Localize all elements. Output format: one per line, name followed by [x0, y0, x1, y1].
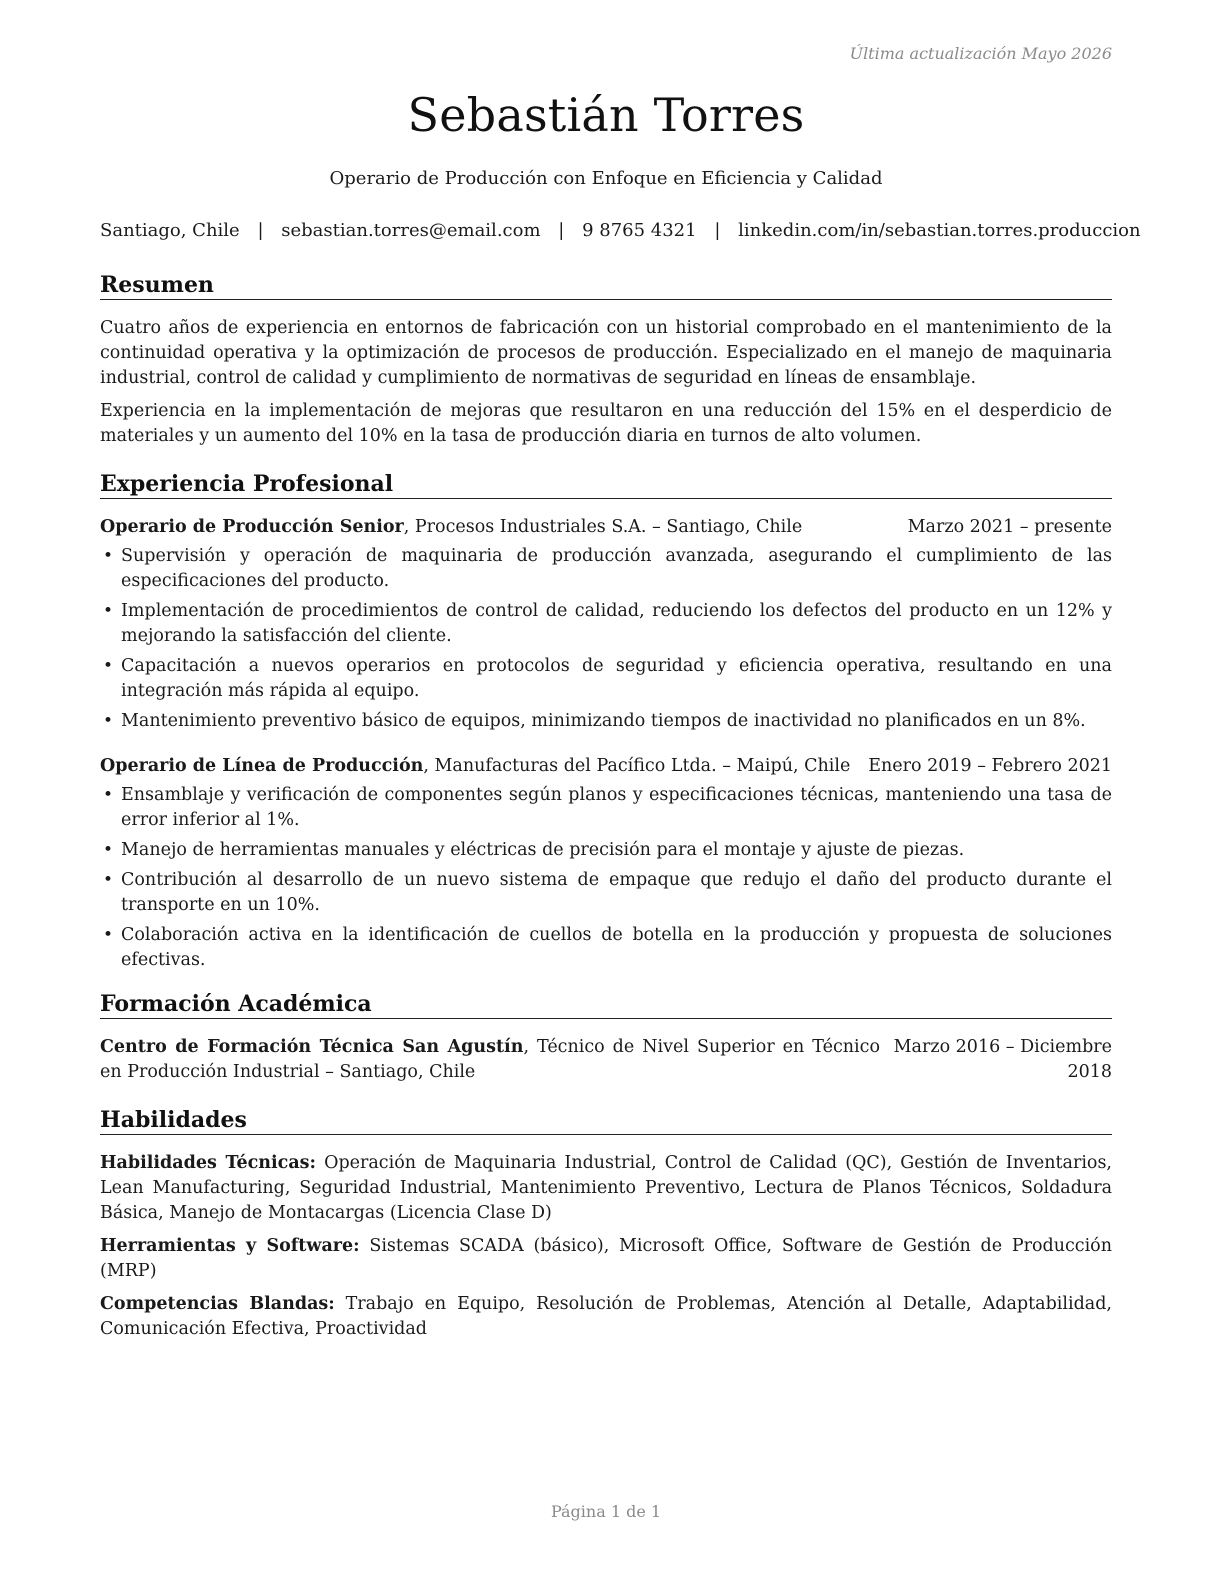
education-degree: , Técnico de Nivel Superior en Técnico en Producción Industrial – Santiago, Chile — [100, 1037, 880, 1082]
contact-phone: 9 8765 4321 — [582, 220, 697, 241]
candidate-name: Sebastián Torres — [407, 88, 805, 142]
job-bullets — [100, 783, 1112, 973]
skill-group-label: Habilidades Técnicas: — [100, 1153, 316, 1173]
skill-group — [100, 1151, 1112, 1226]
candidate-tagline: Operario de Producción con Enfoque en Eficiencia y Calidad — [329, 168, 883, 189]
education-details — [100, 1035, 880, 1085]
section-title-experience: Experiencia Profesional — [100, 471, 1112, 499]
last-updated: Última actualización Mayo 2026 — [849, 44, 1112, 63]
contact-linkedin[interactable]: linkedin.com/in/sebastian.torres.produccion — [738, 220, 1141, 241]
job-company: , Procesos Industriales S.A. – Santiago, Chile — [403, 517, 803, 537]
job-company: , Manufacturas del Pacífico Ltda. – Maipú, Chile — [423, 756, 851, 776]
job-bullets — [100, 544, 1112, 734]
summary-paragraph: Cuatro años de experiencia en entornos de fabricación con un historial comprobado en el mantenimiento de la continuidad operativa y la optimización de procesos de producción. Especializado en el manejo de maquinaria industrial, control de calidad y cumplimiento de normativas de seguridad en líneas de ensamblaje. — [100, 318, 1112, 388]
section-title-education: Formación Académica — [100, 991, 1112, 1019]
education-section — [100, 991, 1112, 1085]
skill-group-text: Trabajo en Equipo, Resolución de Problemas, Atención al Detalle, Adaptabilidad, Comunicación Efectiva, Proactividad — [100, 1294, 1112, 1339]
contact-separator: | — [558, 220, 565, 241]
job-bullet: • Colaboración activa en la identificación de cuellos de botella en la producción y propuesta de soluciones efectivas. — [100, 923, 1112, 973]
summary-paragraph: Experiencia en la implementación de mejoras que resultaron en una reducción del 15% en el desperdicio de materiales y un aumento del 10% en la tasa de producción diaria en turnos de alto volumen. — [100, 401, 1112, 446]
skill-group-text: Operación de Maquinaria Industrial, Control de Calidad (QC), Gestión de Inventarios, Lean Manufacturing, Seguridad Industrial, Mantenimiento Preventivo, Lectura de Planos Técnicos, Soldadura Básica, Manejo de Montacargas (Licencia Clase D) — [100, 1153, 1112, 1223]
contact-email[interactable]: sebastian.torres@email.com — [281, 220, 541, 241]
job-bullet: • Supervisión y operación de maquinaria de producción avanzada, asegurando el cumplimiento de las especificaciones del producto. — [100, 544, 1112, 594]
skill-group-label: Competencias Blandas: — [100, 1294, 335, 1314]
section-title-summary: Resumen — [100, 272, 1112, 300]
skill-group — [100, 1292, 1112, 1342]
job-header — [100, 515, 1112, 540]
contact-location: Santiago, Chile — [100, 220, 240, 241]
job-bullet: • Mantenimiento preventivo básico de equipos, minimizando tiempos de inactividad no planificados en un 8%. — [100, 709, 1112, 734]
section-title-skills: Habilidades — [100, 1107, 1112, 1135]
job-bullet: • Ensamblaje y verificación de componentes según planos y especificaciones técnicas, manteniendo una tasa de error inferior al 1%. — [100, 783, 1112, 833]
resume-page — [100, 0, 1141, 1584]
education-institution: Centro de Formación Técnica San Agustín — [100, 1037, 524, 1057]
skill-group-text: Sistemas SCADA (básico), Microsoft Office, Software de Gestión de Producción (MRP) — [100, 1236, 1112, 1281]
job-bullet: • Implementación de procedimientos de control de calidad, reduciendo los defectos del producto en un 12% y mejorando la satisfacción del cliente. — [100, 599, 1112, 649]
job-role: Operario de Línea de Producción — [100, 756, 424, 776]
job-title-company — [100, 515, 802, 540]
job-role: Operario de Producción Senior — [100, 517, 404, 537]
job-entry — [100, 754, 1112, 973]
job-bullet: • Manejo de herramientas manuales y eléctricas de precisión para el montaje y ajuste de piezas. — [100, 838, 1112, 863]
skill-group — [100, 1234, 1112, 1284]
page-number: Página 1 de 1 — [550, 1502, 662, 1521]
education-entry — [100, 1035, 1112, 1085]
skills-section — [100, 1107, 1112, 1342]
contact-separator: | — [257, 220, 264, 241]
contact-separator: | — [714, 220, 721, 241]
resume-content — [100, 272, 1112, 1350]
summary-section — [100, 272, 1112, 449]
job-bullet: • Contribución al desarrollo de un nuevo sistema de empaque que redujo el daño del producto durante el transporte en un 10%. — [100, 868, 1112, 918]
job-entry — [100, 515, 1112, 734]
job-bullet: • Capacitación a nuevos operarios en protocolos de seguridad y eficiencia operativa, resultando en una integración más rápida al equipo. — [100, 654, 1112, 704]
skill-group-label: Herramientas y Software: — [100, 1236, 360, 1256]
job-dates: Marzo 2021 – presente — [907, 517, 1112, 537]
job-title-company — [100, 754, 850, 779]
job-header — [100, 754, 1112, 779]
job-dates: Enero 2019 – Febrero 2021 — [868, 756, 1112, 776]
education-dates: Marzo 2016 – Diciembre 2018 — [893, 1037, 1112, 1082]
experience-section — [100, 471, 1112, 973]
contact-line — [100, 220, 1141, 241]
